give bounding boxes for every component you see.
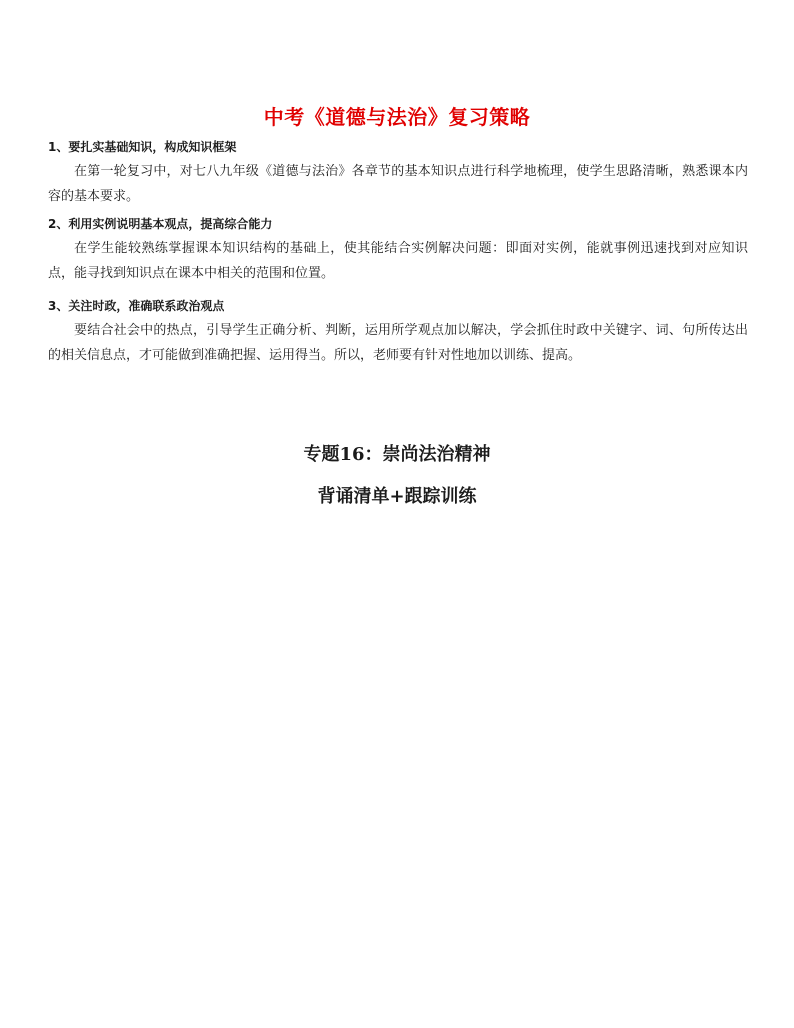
section-2-text: 在学生能较熟练掌握课本知识结构的基础上，使其能结合实例解决问题：即面对实例，能就事例迅速找到对应知识点，能寻找到知识点在课本中相关的范围和位置。 [48, 241, 748, 281]
section-2-heading: 2、利用实例说明基本观点，提高综合能力 [48, 217, 273, 231]
section-2 [48, 216, 748, 286]
section-3-heading: 3、关注时政，准确联系政治观点 [48, 299, 225, 313]
section-3-text: 要结合社会中的热点，引导学生正确分析、判断，运用所学观点加以解决，学会抓住时政中关键字、词、句所传达出的相关信息点，才可能做到准确把握、运用得当。所以，老师要有针对性地加以训练、提高。 [48, 323, 748, 363]
section-1 [48, 139, 748, 209]
document-title: 中考《道德与法治》复习策略 [263, 105, 531, 129]
topic-subtitle: 背诵清单+跟踪训练 [317, 486, 477, 507]
section-1-text: 在第一轮复习中，对七八九年级《道德与法治》各章节的基本知识点进行科学地梳理，使学生思路清晰，熟悉课本内容的基本要求。 [48, 164, 748, 204]
topic-title: 专题16：崇尚法治精神 [303, 444, 491, 465]
section-1-heading: 1、要扎实基础知识，构成知识框架 [48, 140, 237, 154]
section-3 [48, 298, 748, 368]
